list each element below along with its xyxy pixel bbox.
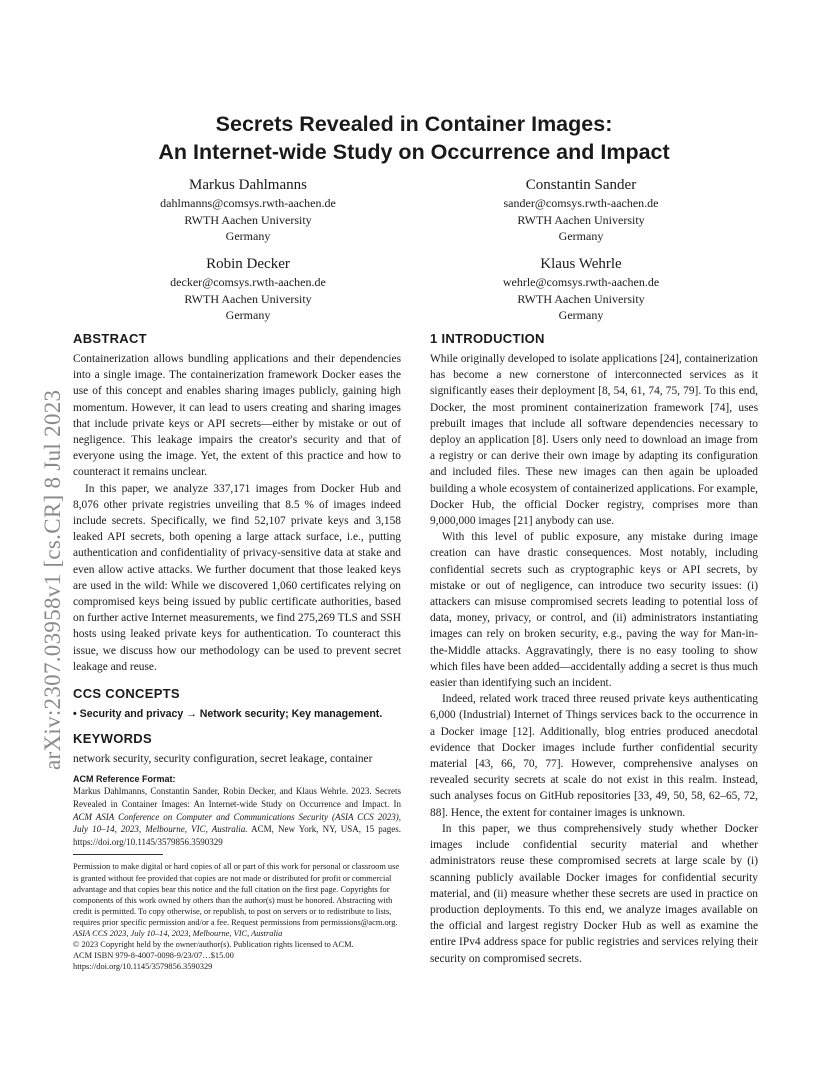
author-email: sander@comsys.rwth-aachen.de: [503, 196, 659, 210]
abstract-heading: ABSTRACT: [73, 331, 147, 346]
intro-paragraph: In this paper, we thus comprehensively study whether Docker images include confidential security material and whether administrators reuse these compromised secrets at large scale by (i) scanning publicly available Docker images for confidential security material, and (ii) measure whether these secrets are used in practice on production deployments. To this end, we analyze images available on the official and largest registry Docker Hub as well as examine the entire IPv4 address space for public registries and services relying their security on compromised secrets.: [430, 822, 758, 965]
title-line-1: Secrets Revealed in Container Images:: [215, 112, 613, 136]
footnote-rule: [73, 854, 163, 855]
intro-paragraph: With this level of public exposure, any mistake during image creation can have drastic consequences. Most notably, including confidential secrets such as cryptographic keys or API secrets, by mistake or out of negligence, can introduce two security issues: (i) attackers can misuse compromised secrets leading to potential loss of data, money, privacy, or control, and (ii) administrators instantiating images can rely on broken security, e.g., paving the way for Man-in-the-Middle attacks. Aggravatingly, there is no easy tooling to show which files have been added—accidentally adding a secret is thus much easier than identifying such an incident.: [430, 531, 758, 690]
author-country: Germany: [225, 229, 271, 243]
author-block: [431, 175, 731, 245]
isbn-line: ACM ISBN 979-8-4007-0098-9/23/07…$15.00: [73, 951, 234, 961]
acm-reference-authors: Markus Dahlmanns, Constantin Sander, Robin Decker, and Klaus Wehrle. 2023. Secrets Revealed in Container Images: An Internet-wide Study on Occurrence and Impact. In: [73, 786, 401, 810]
author-affiliation: RWTH Aachen University: [517, 291, 645, 306]
keywords-heading: KEYWORDS: [73, 731, 152, 747]
paper-title: [0, 110, 828, 166]
permission-text: Permission to make digital or hard copies of all or part of this work for personal or classroom use is granted without fee provided that copies are not made or distributed for profit or commercial advantage and that copies bear this notice and the full citation on the first page. Copyrights for components of this work owned by others than the author(s) must be honored. Abstracting with credit is permitted. To copy otherwise, or republish, to post on servers or to redistribute to lists, requires prior specific permission and/or a fee. Request permissions from permissions@acm.org.: [73, 862, 400, 927]
arxiv-stamp: [20, 300, 65, 770]
conference-line: ASIA CCS 2023, July 10–14, 2023, Melbourne, VIC, Australia: [73, 929, 283, 938]
acm-reference-tail: ACM, New York, NY, USA, 15 pages. https://doi.org/10.1145/3579856.3590329: [73, 824, 401, 847]
author-email: decker@comsys.rwth-aachen.de: [170, 275, 326, 289]
author-block: [98, 175, 398, 245]
author-email: wehrle@comsys.rwth-aachen.de: [502, 275, 660, 289]
author-affiliation: RWTH Aachen University: [184, 212, 312, 227]
left-column: [73, 330, 401, 972]
intro-paragraph: While originally developed to isolate applications [24], containerization has become a new cornerstone of interconnected services as it significantly eases their deployment [8, 54, 61, 74, 75, 79]. To this end, Docker, the most prominent containerization framework [74], uses prebuilt images that include all software dependencies necessary to deploy an application [8]. Users only need to download an image from a registry or can derive their own image by adapting its configuration and included files. These new images can then again be uploaded building a whole ecosystem of containerized applications. For example, Docker Hub, the official Docker registry, comprises more than 9,000,000 images [21] anybody can use.: [430, 353, 758, 528]
keywords-text: network security, security configuration, secret leakage, container: [73, 753, 373, 766]
acm-reference-venue: ACM ASIA Conference on Computer and Communications Security (ASIA CCS 2023), July 10–14, 2023, Melbourne, VIC, Australia.: [73, 811, 401, 835]
arxiv-identifier: arXiv:2307.03958v1 [cs.CR] 8 Jul 2023: [40, 389, 65, 770]
author-country: Germany: [558, 229, 604, 243]
author-name: Constantin Sander: [525, 177, 637, 193]
right-column: [430, 330, 758, 967]
author-email: dahlmanns@comsys.rwth-aachen.de: [160, 196, 336, 210]
intro-paragraph: Indeed, related work traced three reused private keys authenticating 6,000 (Industrial) Internet of Things services back to the occurrence in a Docker image [12]. Additionally, blog entries produced anecdotal evidence that Docker images include further confidential security material [43, 66, 70, 77]. However, comprehensive analyses on revealed security secrets at scale do not exist in this realm. Instead, such analyses focus on GitHub repositories [33, 49, 50, 58, 62–65, 72, 88]. Hence, the extent for container images is unknown.: [430, 693, 758, 819]
acm-reference: [73, 773, 401, 848]
author-affiliation: RWTH Aachen University: [184, 291, 312, 306]
title-line-2: An Internet-wide Study on Occurrence and Impact: [158, 140, 670, 164]
author-affiliation: RWTH Aachen University: [517, 212, 645, 227]
author-block: [98, 254, 398, 324]
doi-line: https://doi.org/10.1145/3579856.3590329: [73, 962, 213, 972]
author-name: Markus Dahlmanns: [189, 177, 307, 193]
author-country: Germany: [558, 308, 604, 322]
author-block: [431, 254, 731, 324]
acm-reference-heading: ACM Reference Format:: [73, 774, 176, 785]
copyright-line: © 2023 Copyright held by the owner/author(s). Publication rights licensed to ACM.: [73, 940, 354, 950]
ccs-concepts: • Security and privacy → Network security; Key management.: [73, 708, 383, 721]
introduction-heading: 1 INTRODUCTION: [430, 331, 545, 346]
ccs-heading: CCS CONCEPTS: [73, 686, 180, 702]
acm-reference-body: [73, 785, 401, 848]
author-name: Robin Decker: [206, 256, 290, 272]
abstract-paragraph: Containerization allows bundling applications and their dependencies into a single image. The containerization framework Docker eases the use of this concept and enables sharing images publicly, gaining high momentum. However, it can lead to users creating and sharing images that include private keys or API secrets—either by mistake or out of negligence. This leakage impairs the creator's security and that of everyone using the image. Yet, the extent of this practice and how to counteract it remains unclear.: [73, 353, 401, 479]
abstract-paragraph: In this paper, we analyze 337,171 images from Docker Hub and 8,076 other private registries unveiling that 8.5 % of images indeed include secrets. Specifically, we find 52,107 private keys and 3,158 leaked API secrets, both opening a large attack surface, i.e., putting authentication and confidentiality of privacy-sensitive data at stake and even allow active attacks. We further document that those leaked keys are used in the wild: While we discovered 1,060 certificates relying on compromised keys being issued by public certificate authorities, based on further active Internet measurements, we find 275,269 TLS and SSH hosts using leaked private keys for authentication. To counteract this issue, we discuss how our methodology can be used to prevent secret leakage and reuse.: [73, 482, 401, 673]
permission-block: [73, 861, 401, 972]
author-name: Klaus Wehrle: [540, 256, 622, 272]
author-country: Germany: [225, 308, 271, 322]
